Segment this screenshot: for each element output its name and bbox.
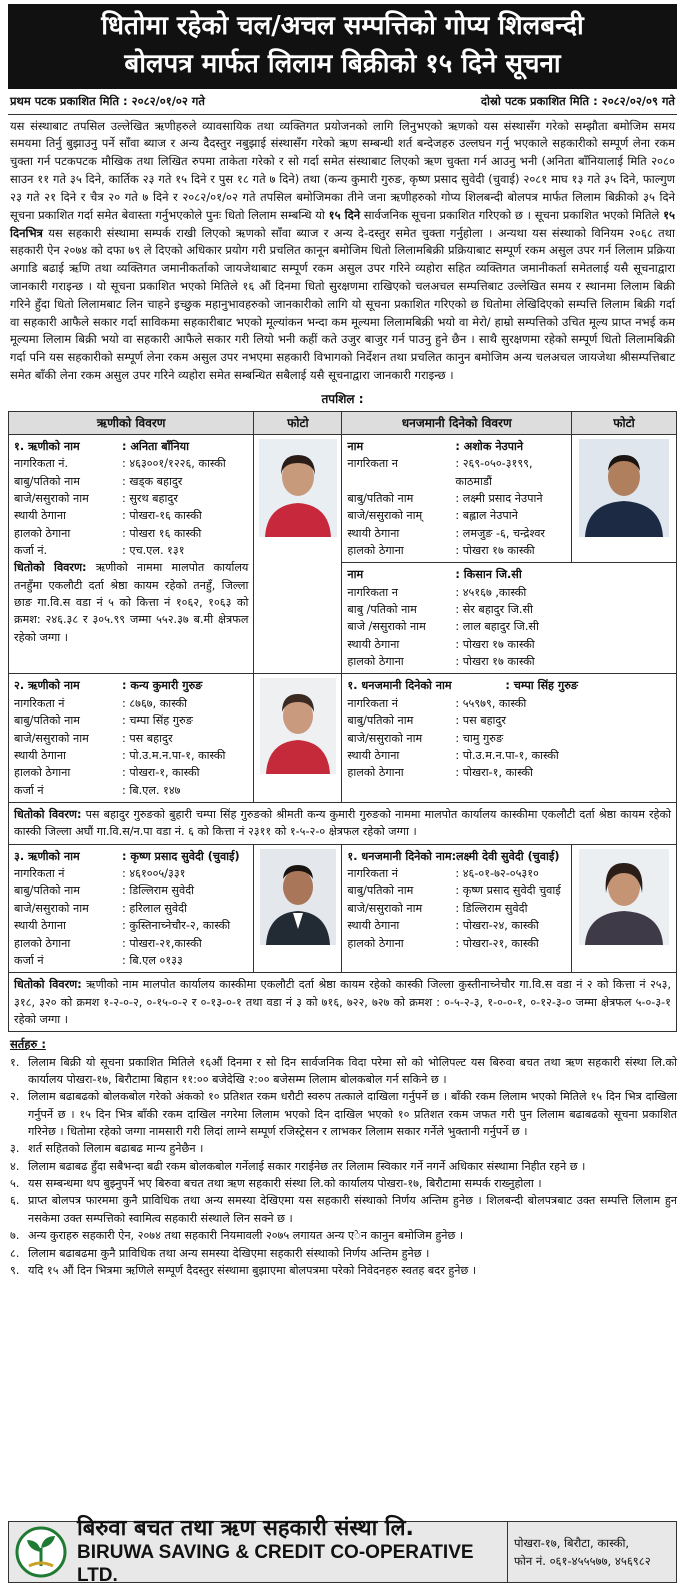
cooperative-logo bbox=[9, 1522, 73, 1582]
field-label: बाबु/पतिको नाम bbox=[14, 474, 80, 488]
field-label: नागरिकता न bbox=[347, 585, 398, 599]
field-label: नागरिकता नं bbox=[14, 867, 65, 881]
field-label: बाजे/ससुराको नाम bbox=[14, 901, 89, 915]
field-label: हालको ठेगाना bbox=[347, 936, 404, 950]
term-number: २. bbox=[10, 1090, 20, 1104]
list-item bbox=[8, 1262, 677, 1279]
field-label: नागरिकता नं bbox=[347, 867, 398, 881]
field-value: : सुरथ बहादुर bbox=[122, 491, 178, 505]
table-row bbox=[9, 434, 677, 563]
intro-bold-2: १५ दिनभित्र bbox=[10, 207, 676, 240]
borrower-1-photo-cell bbox=[254, 434, 342, 674]
field-value: : चामु गुरुङ bbox=[455, 731, 504, 745]
col-photo-2: फोटो bbox=[572, 411, 677, 434]
field-value: : ४६१००५/३३१ bbox=[122, 867, 186, 881]
field-value: : सेर बहादुर जि.सी bbox=[455, 603, 533, 617]
borrower-3-collateral bbox=[9, 973, 677, 1032]
guarantor-1a-photo-cell bbox=[572, 434, 677, 563]
field-value: : ४५१६७ ,कास्की bbox=[455, 585, 527, 599]
field-value: : बह्लाल नेउपाने bbox=[455, 509, 518, 523]
borrower-2-collateral bbox=[9, 803, 677, 845]
field-label: बाबु/पतिको नाम bbox=[14, 714, 80, 728]
term-text: लिलाम बढाबढमा कुनै प्राविधिक तथा अन्य समस्या देखिएमा सहकारी संस्थाको निर्णय अन्तिम हुनेछ । bbox=[28, 1246, 430, 1260]
term-number: ९. bbox=[10, 1263, 20, 1277]
borrower-3-photo bbox=[260, 849, 336, 945]
term-text: यदि १५ औं दिन भित्रमा ऋणिले सम्पूर्ण दैदस्तुर संस्थामा बुझाएमा बोलपत्रमा परेको निवेदनहरु स्वतह बदर हुनेछ । bbox=[28, 1263, 477, 1277]
col-guarantor: धनजमानी दिनेको विवरण bbox=[342, 411, 572, 434]
field-value: : पस बहादुर bbox=[122, 731, 173, 745]
field-value: : २६९-०५०-३१९९, काठमाडौं bbox=[455, 457, 533, 488]
field-label: स्थायी ठेगाना bbox=[347, 748, 400, 762]
field-value: : एच.एल. १३१ bbox=[122, 543, 185, 557]
borrower-3-name: : कृष्ण प्रसाद सुवेदी (चुवाई) bbox=[122, 849, 240, 863]
guarantor-name-label: नाम bbox=[347, 568, 364, 582]
field-label: बाजे /ससुराको नाम bbox=[347, 620, 426, 634]
list-item bbox=[8, 1227, 677, 1244]
term-text: शर्त सहितको लिलाम बढाबढ मान्य हुनेछैन । bbox=[28, 1142, 204, 1156]
guarantor-3-photo-cell bbox=[572, 844, 677, 973]
borrower-1-collateral bbox=[14, 559, 248, 646]
field-label: बाबु/पतिको नाम bbox=[347, 491, 414, 505]
table-row bbox=[9, 844, 677, 973]
borrower-3-details bbox=[9, 844, 254, 973]
field-label: हालको ठेगाना bbox=[347, 766, 404, 780]
list-item bbox=[8, 1245, 677, 1262]
terms-title: सर्तहरु : bbox=[10, 1037, 46, 1052]
table-row bbox=[9, 674, 677, 803]
terms-list bbox=[8, 1054, 677, 1280]
field-value: : चम्पा सिंह गुरुङ bbox=[122, 714, 193, 728]
guarantor-2-details bbox=[342, 674, 677, 803]
field-label: स्थायी ठेगाना bbox=[14, 748, 66, 762]
field-value: : कुस्तिनाच्नेचौर-२, कास्की bbox=[122, 919, 231, 933]
first-publish-date: प्रथम पटक प्रकाशित मिति : २०८२/०१/०२ गते bbox=[10, 94, 205, 109]
field-label: स्थायी ठेगाना bbox=[347, 637, 400, 651]
field-label: हालको ठेगाना bbox=[14, 766, 71, 780]
field-value: : पोखरा १७ कास्की bbox=[455, 655, 535, 669]
field-value: : पोखरा-२१,कास्की bbox=[122, 936, 202, 950]
term-text: अन्य कुराहरु सहकारी ऐन, २०७४ तथा सहकारी नियमावली २०७५ लगायत अन्य एेन कानुन बमोजिम हुनेछ । bbox=[28, 1229, 464, 1243]
borrower-1-name: : अनिता बाँनिया bbox=[122, 439, 189, 453]
field-label: बाजे/ससुराको नाम bbox=[347, 901, 423, 915]
guarantor-1a-details bbox=[342, 434, 572, 563]
field-label: बाजे/ससुराको नाम bbox=[14, 731, 89, 745]
field-value: : पोखरा-१, कास्की bbox=[122, 766, 200, 780]
address: पोखरा-१७, बिरौटा, कास्की, bbox=[514, 1535, 630, 1550]
collateral-label: धितोको विवरण: bbox=[14, 978, 82, 992]
field-label: नागरिकता नं bbox=[14, 696, 65, 710]
intro-text-1: यस संस्थाबाट तपसिल उल्लेखित ऋणीहरुले व्यावसायिक तथा व्यक्तिगत प्रयोजनको लागि लिनुभएको ऋणको यस संस्थासँग गरेको सम्झौता बमोजिम समय समयमा तिर्नु बुझाउनु पर्ने साँवा ब्याज र अन्य देैदस्तुर नबुझाई संस्थासँग गरेको ऋण सम्बन्धी शर्त बन्देजहरु उल्लघन गर्नु भएकाले सहकारीको सम्पूर्ण लेना रकम चुक्ता गर्न पटकपटक मौखिक तथा लिखित रुपमा ताकेता गरेको र सो गर्दा समेत संस्थाबाट लिएको ऋण चुक्ता गर्न आउनु भनी (अनिता बाँनियालाई मिति २०८० साउन ११ गते ३५ दिने, कार्तिक २३ गते १५ दिने र पुस १८ गते ७ दिने) तथा (कन्य कुमारी गुरुङ, कृष्ण प्रसाद सुवेदी (चुवाई) २०८१ माघ १३ गते ३५ दिने, फाल्गुण २३ गते २१ दिने र चैत्र २० गते ७ दिने र २०८२/०१/०२ गते तपसिल बमोजिमका तीने जना ऋणीहरुको गोप्य शिलबन्दी बोलपत्र मार्फत लिलाम बिक्रीको ३५ दिने सूचना प्रकाशित गर्दा समेत बेवास्ता गर्नुभएकोले पुनः धितो लिलाम सम्बन्धि यो bbox=[10, 118, 675, 222]
field-value: : ४६३००१/१२२६, कास्की bbox=[122, 457, 226, 471]
field-label: स्थायी ठेगाना bbox=[14, 509, 66, 523]
borrower-1-details bbox=[9, 434, 254, 674]
field-label: नागरिकता न bbox=[347, 457, 398, 471]
borrower-1-name-label: १. ऋणीको नाम bbox=[14, 439, 80, 453]
field-value: : हरिलाल सुवेदी bbox=[122, 901, 187, 915]
guarantor-name-label: १. धनजमानी दिनेको नाम bbox=[347, 849, 452, 863]
intro-bold-1: १५ दिने bbox=[328, 207, 361, 222]
sapling-logo-icon bbox=[15, 1526, 67, 1578]
field-value: : पोखरा-२४, कास्की bbox=[455, 919, 539, 933]
field-value: : पस बहादुर bbox=[455, 714, 506, 728]
field-label: नागरिकता नं. bbox=[14, 457, 69, 471]
field-value: : पोखरा-१, कास्की bbox=[455, 766, 533, 780]
field-value: : पोखरा-१६ कास्की bbox=[122, 509, 202, 523]
term-text: लिलाम बिक्री यो सूचना प्रकाशित मितिले १६औं दिनमा र सो दिन सार्वजनिक विदा परेमा सो को भोलिपल्ट यस बिरुवा बचत तथा ऋण सहकारी संस्था लि.को कार्यालय पोखरा-१७, बिरौटामा बिहान ११:०० बजेदेखि २:०० बजेसम्म लिलाम बोलकबोल गर्न सकिने छ । bbox=[28, 1055, 677, 1086]
borrower-2-details bbox=[9, 674, 254, 803]
field-value: : पोखरा-२१, कास्की bbox=[455, 936, 539, 950]
table-row bbox=[9, 803, 677, 845]
field-value: : पोखरा १७ कास्की bbox=[455, 543, 535, 557]
field-label: बाजे/ससुराको नाम bbox=[14, 491, 89, 505]
list-item bbox=[8, 1158, 677, 1175]
collateral-label: धितोको विवरण: bbox=[14, 808, 82, 821]
guarantor-1a-photo bbox=[579, 439, 669, 537]
term-text: लिलाम बढाबढ हुँदा सबैभन्दा बढी रकम बोलकबोल गर्नेलाई सकार गराईनेछ तर लिलाम स्विकार गर्ने नगर्ने अधिकार संस्थामा निहीत रहने छ । bbox=[28, 1159, 586, 1173]
field-label: हालको ठेगाना bbox=[347, 655, 404, 669]
field-label: हालको ठेगाना bbox=[347, 543, 404, 557]
borrower-3-photo-cell bbox=[254, 844, 342, 973]
field-value: : ५५९७९, कास्की bbox=[455, 696, 527, 710]
field-label: हालको ठेगाना bbox=[14, 526, 71, 540]
field-value: : लमजुङ -६, चन्द्रेश्वर bbox=[455, 526, 546, 540]
field-label: बाबु/पतिको नाम bbox=[14, 884, 80, 898]
collateral-text: पस बहादुर गुरुङको बुहारी चम्पा सिंह गुरुङको श्रीमती कन्य कुमारी गुरुङको नाममा मालपोत कार्यालय कास्कीमा एकलौटी दर्ता श्रेष्ठा कायम रहेको कास्की जिल्ला अघौं गा.वि.स/न.पा वडा नं. ६ को कित्ता नं २३११ को १-५-२-० क्षेत्रफल रहेको जग्गा । bbox=[14, 808, 671, 839]
term-text: प्राप्त बोलपत्र फारममा कुनै प्राविधिक तथा अन्य समस्या देखिएमा यस सहकारी संस्थाको निर्णय अन्तिम हुनेछ । शिलबन्दी बोलपत्रबाट उक्त सम्पत्ति लिलाम हुन नसकेमा उक्त सम्पत्तिको स्वामित्व सहकारी संस्थाले लिन सक्ने छ । bbox=[28, 1194, 677, 1225]
list-item bbox=[8, 1088, 677, 1140]
field-label: नागरिकता नं bbox=[347, 696, 398, 710]
org-name-english: BIRUWA SAVING & CREDIT CO-OPERATIVE LTD. bbox=[77, 1542, 474, 1587]
borrower-2-photo bbox=[260, 678, 336, 774]
field-value: : डिल्लिराम सुवेदी bbox=[455, 901, 528, 915]
field-value: : डिल्लिराम सुवेदी bbox=[122, 884, 195, 898]
intro-text-3: यस सहकारी संस्थामा सम्पर्क राखी लिएको ऋणको साँवा ब्याज र अन्य दे-दस्तुर समेत चुक्ता गर्नुहोला । अन्यथा यस संस्थाको विनियम २०६८ तथा सहकारी ऐन २०७४ को दफा ७९ ले दिएको अधिकार प्रयोग गरी प्रचलित कानून बमोजिम धितो लिलामबिक्री प्रक्रियाबाट सम्पूर्ण रकम असुल उपर गर्न लिलाम प्रक्रिया अगाडि बढाई ऋणि तथा व्यक्तिगत जमानीकर्ताको जायजेथाबाट सम्पूर्ण रकम असुल उपर गरिने व्यहोरा सहित व्यक्तिगत जमानीकर्ता समेतलाई यसै सूचनाद्वारा जानकारी गराइन्छ । यो सूचना प्रकाशित भएको मितिले १६ औं दिनमा धितो सुरक्षणमा राखिएको चलअचल सम्पत्तिबाट उल्लेखित समय र स्थानमा लिलाम बिक्री गरिने हुँदा धितो लिलामबाट लिन चाहने इच्छुक महानुभावहरुको जानकारीको लागि यो सूचना प्रकाशित गरिएको छ धितोमा लेखिदिएको सम्पत्ति लिलाम बिक्री गर्दा वा सहकारी आफैले सकार गर्दा साविकमा सहकारीबाट भएको मूल्यांकन भन्दा कम मूल्यमा लिलामबिक्री भयो वा मेरो/ हाम्रो सम्पत्तिको उचित मूल्य प्राप्त नभई कम मूल्यमा लिलाम बिक्री भयो वा सहकारी आफैले सकार गरी लियो भनी कहीं कते उजुर बाजुर गर्न पाउनु हुने छैन । साथै सुरक्षणमा रहेको सम्पूर्ण धितो लिलामबिक्री गर्दा पनि यस सहकारीको सम्पूर्ण लेना रकम असुल उपर नभएमा सहकारी विभागको निर्देशन तथा प्रचलित कानुन बमोजिम अन्य चलअचल जायजेथा श्रीसम्पत्तिबाट समेत बाँकी लेना रकम असुल उपर गरिने व्यहोरा समेत सम्बन्धित सबैलाई यसै सूचनाद्वारा जानकारी गराइन्छ । bbox=[10, 225, 675, 382]
borrower-3-name-label: ३. ऋणीको नाम bbox=[14, 849, 80, 863]
list-item bbox=[8, 1054, 677, 1089]
phone: फोन नं. ०६१-४५५५७७, ४५६९८२ bbox=[514, 1554, 651, 1568]
notice-title-line2: बोलपत्र मार्फत लिलाम बिक्रीको १५ दिने सूचना bbox=[124, 48, 561, 79]
field-label: बाबु /पतिको नाम bbox=[347, 603, 417, 617]
borrower-1-photo bbox=[259, 439, 337, 537]
field-label: कर्जा नं. bbox=[14, 543, 48, 557]
guarantor-3-details bbox=[342, 844, 572, 973]
term-number: ६. bbox=[10, 1194, 20, 1208]
borrower-2-name: : कन्य कुमारी गुरुङ bbox=[122, 679, 203, 693]
field-label: बाजे/ससुराको नाम bbox=[347, 731, 423, 745]
list-item bbox=[8, 1192, 677, 1227]
field-value: : पोखरा १६ कास्की bbox=[122, 526, 202, 540]
field-label: हालको ठेगाना bbox=[14, 936, 71, 950]
collateral-label: धितोको विवरण: bbox=[14, 561, 87, 575]
publication-dates bbox=[8, 89, 677, 114]
field-value: : लक्ष्मी प्रसाद नेउपाने bbox=[455, 491, 543, 505]
guarantor-3-photo bbox=[579, 849, 669, 945]
col-borrower: ऋणीको विवरण bbox=[9, 411, 254, 434]
field-value: : कृष्ण प्रसाद सुवेदी चुवाई bbox=[455, 884, 561, 898]
guarantor-1b-details bbox=[342, 563, 677, 674]
term-number: १. bbox=[10, 1055, 20, 1069]
org-name-nepali: बिरुवा बचत तथा ऋण सहकारी संस्था लि. bbox=[77, 1516, 414, 1542]
guarantor-name: : अशोक नेउपाने bbox=[455, 439, 524, 453]
col-photo-1: फोटो bbox=[254, 411, 342, 434]
field-label: बाबु/पतिको नाम bbox=[347, 884, 414, 898]
guarantor-name: :लक्ष्मी देवी सुवेदी (चुवाई) bbox=[451, 849, 560, 863]
list-item bbox=[8, 1140, 677, 1157]
term-number: ७. bbox=[10, 1229, 20, 1243]
notice-title-line1: धितोमा रहेको चल/अचल सम्पत्तिको गोप्य शिलबन्दी bbox=[101, 11, 584, 41]
term-number: ५. bbox=[10, 1177, 20, 1191]
field-value: : खड्क बहादुर bbox=[122, 474, 183, 488]
field-value: : लाल बहादुर जि.सी bbox=[455, 620, 539, 634]
field-value: : ४६-०१-७२-०५३१० bbox=[455, 867, 539, 881]
list-item bbox=[8, 1175, 677, 1192]
details-title: तपशिल : bbox=[321, 391, 364, 406]
cooperative-footer bbox=[8, 1516, 677, 1587]
guarantor-name-label: नाम bbox=[347, 439, 364, 453]
cooperative-name bbox=[73, 1516, 508, 1587]
guarantor-name: : किसान जि.सी bbox=[455, 568, 522, 582]
term-text: लिलाम बढाबढको बोलकबोल गरेको अंकको १० प्रतिशत रकम धरौटी स्वरुप तत्काले दाखिला गर्नुपर्ने छ । बाँकी रकम लिलाम भएको मितिले १५ दिन भित्र दाखिला गर्नुपर्ने छ । १५ दिन भित्र बाँकी रकम दाखिल नगरेमा लिलाम भएको दिन दाखिल भएको १० प्रतिशत रकम जफत गरी पुन लिलाम बढाबढको सूचना प्रकाशित गरिनेछ । धितोमा रहेको जग्गा नामसारी गरी लिदां लाग्ने सम्पूर्ण रजिस्ट्रेसन र लाभकर लिलाम सकार गर्नेले भुक्तानी गर्नुपर्ने छ । bbox=[28, 1090, 677, 1138]
contact-info bbox=[508, 1530, 676, 1575]
intro-paragraph bbox=[8, 115, 677, 388]
term-text: यस सम्बन्धमा थप बुझ्नुपर्ने भए बिरुवा बचत तथा ऋण सहकारी संस्था लि.को कार्यालय पोखरा-१७, बिरौटामा सम्पर्क राख्नुहोला । bbox=[28, 1177, 542, 1191]
field-label: स्थायी ठेगाना bbox=[347, 526, 400, 540]
term-number: ४. bbox=[10, 1159, 20, 1173]
field-value: : बि.एल. १४७ bbox=[122, 783, 181, 797]
details-table bbox=[8, 411, 677, 1033]
borrower-2-name-label: २. ऋणीको नाम bbox=[14, 679, 80, 693]
notice-header bbox=[8, 4, 677, 89]
field-value: : बि.एल ०१३३ bbox=[122, 953, 183, 967]
field-label: कर्जा नं bbox=[14, 953, 44, 967]
table-row bbox=[9, 973, 677, 1032]
field-value: : पोखरा १७ कास्की bbox=[455, 637, 535, 651]
guarantor-name-label: १. धनजमानी दिनेको नाम bbox=[347, 679, 452, 693]
field-label: कर्जा नं bbox=[14, 783, 44, 797]
borrower-2-photo-cell bbox=[254, 674, 342, 803]
second-publish-date: दोस्रो पटक प्रकाशित मिति : २०८२/०२/०९ गते bbox=[480, 94, 675, 109]
field-value: : ८७६७, कास्की bbox=[122, 696, 188, 710]
field-value: : पो.उ.म.न.पा-१, कास्की bbox=[122, 748, 226, 762]
guarantor-3-title bbox=[347, 848, 566, 865]
intro-text-2: सार्वजनिक सूचना प्रकाशित गरिएको छ । सूचना प्रकाशित भएको मितिले bbox=[363, 207, 660, 222]
field-value: : पो.उ.म.न.पा-१, कास्की bbox=[455, 748, 559, 762]
table-header-row bbox=[9, 411, 677, 434]
field-label: बाजे/ससुराको नाम् bbox=[347, 509, 423, 523]
field-label: स्थायी ठेगाना bbox=[347, 919, 400, 933]
field-label: बाबु/पतिको नाम bbox=[347, 714, 414, 728]
guarantor-name: : चम्पा सिंह गुरुङ bbox=[505, 679, 579, 693]
collateral-text: ऋणीको नाम मालपोत कार्यालय कास्कीमा एकलौटी दर्ता श्रेष्ठा कायम रहेको कास्की जिल्ला कुस्तीनाच्नेचौर गा.वि.स वडा नं २ को कित्ता नं २५३, ३१८, ३२० को क्रमश १-२-०-२, ०-१५-०-२ र ०-१३-०-१ तथा वडा नं ३ को ७१६, ७२२, ७२७ को क्रमश : ०-५-२-३, १-०-०-१, ०-१२-३-० जम्मा क्षेत्रफल ५-०-३-१ रहेको जग्गा । bbox=[14, 978, 671, 1026]
field-label: स्थायी ठेगाना bbox=[14, 919, 66, 933]
collateral-text: ऋणीको नाममा मालपोत कार्यालय तनहुँमा एकलौटी दर्ता श्रेष्ठा कायम रहेको तनहुँ, जिल्ला छाङ गा.वि.स वडा नं ५ को कित्ता नं १०६२, १०६३ को क्रमश: २४६.३८ र ३०५.९९ जम्मा ५५२.३७ ब.मी क्षेत्रफल रहेको जग्गा । bbox=[14, 561, 249, 644]
term-number: ३. bbox=[10, 1142, 20, 1156]
term-number: ८. bbox=[10, 1246, 20, 1260]
